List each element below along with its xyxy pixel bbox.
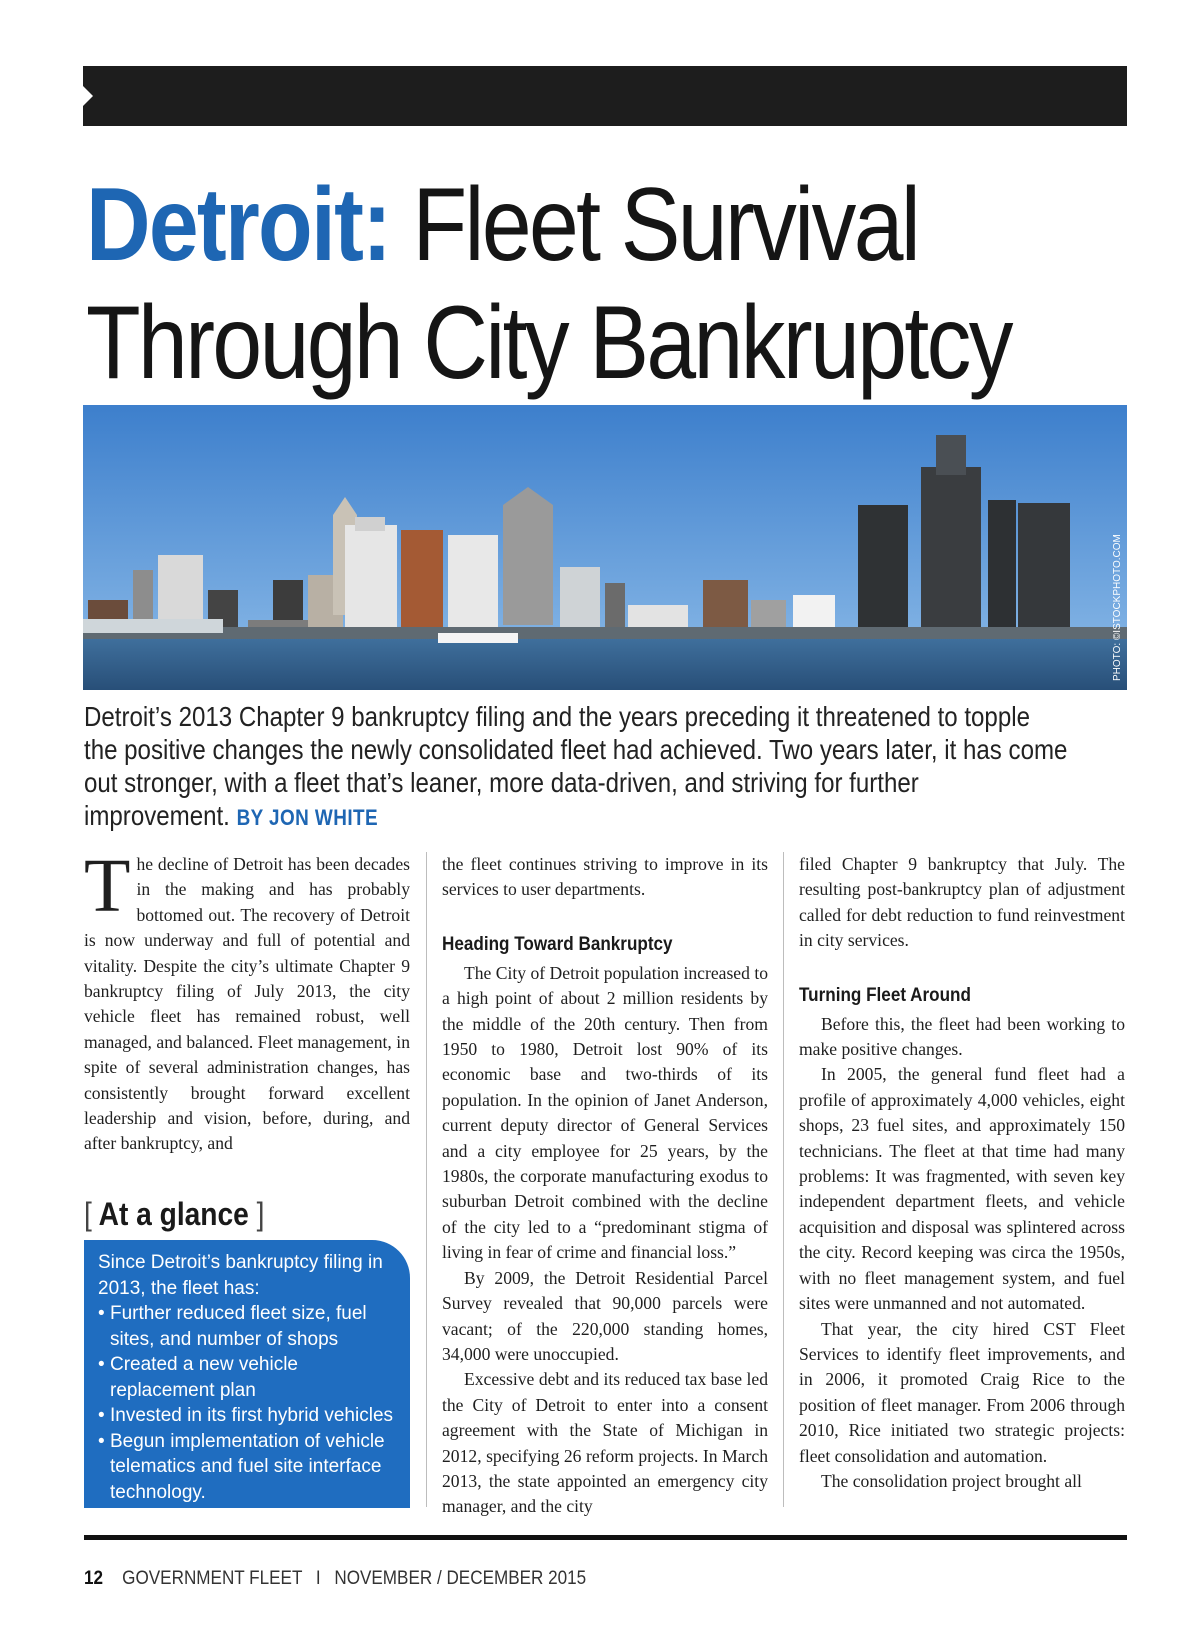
list-item: • Created a new vehicle replacement plan [98, 1352, 398, 1403]
footer-rule [84, 1535, 1127, 1540]
paragraph: The consolidation project brought all [821, 1470, 1082, 1491]
paragraph: The decline of Detroit has been decades in the making and has probably bottomed out. The recovery of Detroit is now underway and full of potential and vitality. Despite the city’s ultimate Chapter 9 bankruptcy filing of July 2013, the city vehicle fleet has remained robust, well managed, and balanced. Fleet management, in spite of several administration changes, has consistently brought forward excellent leadership and vision, before, during, and after bankruptcy, and [84, 844, 410, 1154]
byline: BY JON WHITE [236, 805, 379, 830]
top-banner-bar [83, 66, 1127, 126]
skyline-illustration [83, 405, 1127, 690]
paragraph: In 2005, the general fund fleet had a profile of approximately 4,000 vehicles, eight shops, 23 fuel sites, and approximately 150 technicians. The fleet at that time had many problems: It was fragmented, with seven key independent department fleets, and vehicle acquisition and disposal was splintered across the city. Record keeping was circa the 1950s, with no fleet management system, and fuel sites were unmanned and not automated. [799, 1064, 1125, 1314]
article-headline [86, 166, 1011, 402]
sidebar-title [84, 1196, 264, 1232]
banner-notch [83, 86, 93, 106]
article-column-2 [442, 852, 768, 1520]
article-column-1 [84, 844, 410, 1157]
sidebar-list [98, 1301, 398, 1505]
sidebar-intro: Since Detroit’s bankruptcy filing in 2013, the fleet has: [98, 1252, 383, 1299]
article-column-3 [799, 852, 1125, 1494]
paragraph: That year, the city hired CST Fleet Services to identify fleet improvements, and in 2006, it promoted Craig Rice to the position of fleet manager. From 2006 through 2010, Rice initiated two strategic projects: fleet consolidation and automation. [799, 1318, 1125, 1466]
page-footer [84, 1568, 586, 1590]
column-divider [426, 852, 427, 1507]
bracket-open: [ [84, 1196, 92, 1232]
bracket-close: ] [256, 1196, 265, 1232]
footer-separator: I [315, 1568, 321, 1589]
paragraph: By 2009, the Detroit Residential Parcel Survey revealed that 90,000 parcels were vacant; of the 220,000 standing homes, 34,000 were unoccupied. [442, 1267, 768, 1364]
photo-credit: PHOTO: ©ISTOCKPHOTO.COM [1112, 534, 1123, 681]
page-number: 12 [84, 1568, 104, 1589]
issue-date: NOVEMBER / DECEMBER 2015 [334, 1568, 587, 1589]
hero-photo [83, 405, 1127, 690]
section-heading: Turning Fleet Around [799, 984, 971, 1006]
drop-cap: T [84, 844, 131, 928]
list-item: • Invested in its first hybrid vehicles [98, 1403, 398, 1429]
publication-name: GOVERNMENT FLEET [122, 1568, 303, 1589]
paragraph: The City of Detroit population increased to a high point of about 2 million residents by the middle of the 20th century. Then from 1950 to 1980, Detroit lost 90% of its economic base and two-thirds of its population. In the opinion of Janet Anderson, current deputy director of General Services and a city employee for 25 years, by the 1980s, the corporate manufacturing exodus to suburban Detroit combined with the decline of the city led to a “predominant stigma of living in fear of crime and financial loss.” [442, 962, 768, 1263]
deck-text: Detroit’s 2013 Chapter 9 bankruptcy filing and the years preceding it threatened to topple the positive changes the newly consolidated fleet had achieved. Two years later, it has come out stronger, with a fleet that’s leaner, more data-driven, and striving for further improvement. [84, 701, 1068, 831]
list-item: • Begun implementation of vehicle telematics and fuel site interface technology. [98, 1429, 398, 1506]
headline-line1: Fleet Survival [390, 167, 919, 283]
sidebar-title-text: At a glance [98, 1196, 249, 1232]
paragraph: Excessive debt and its reduced tax base led the City of Detroit to enter into a consent agreement with the State of Michigan in 2012, specifying 26 reform projects. In March 2013, the state appointed an emergency city manager, and the city [442, 1369, 768, 1517]
paragraph: the fleet continues striving to improve in its services to user departments. [442, 854, 768, 900]
column-divider [783, 852, 784, 1507]
at-a-glance-box [84, 1240, 410, 1508]
paragraph: filed Chapter 9 bankruptcy that July. The resulting post-bankruptcy plan of adjustment called for debt reduction to fund reinvestment in city services. [799, 854, 1125, 951]
list-item: • Further reduced fleet size, fuel sites, and number of shops [98, 1301, 398, 1352]
headline-accent: Detroit: [86, 167, 391, 283]
article-deck [84, 700, 1069, 834]
headline-line2: Through City Bankruptcy [86, 285, 1011, 401]
paragraph: Before this, the fleet had been working to make positive changes. [799, 1013, 1125, 1060]
section-heading: Heading Toward Bankruptcy [442, 933, 673, 955]
